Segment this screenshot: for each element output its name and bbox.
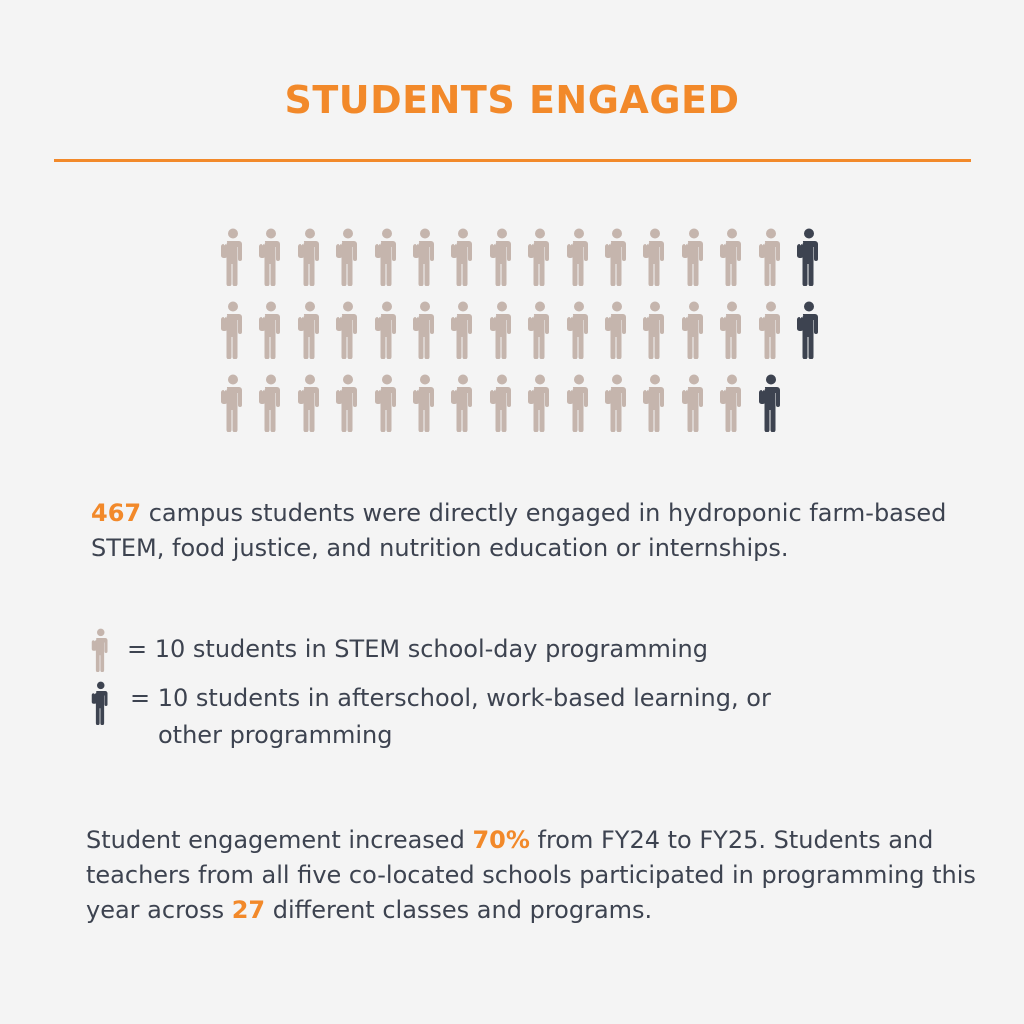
stem-student-icon bbox=[604, 374, 628, 432]
other-student-icon bbox=[796, 228, 820, 286]
stem-student-icon bbox=[758, 301, 782, 359]
stem-student-icon bbox=[489, 374, 513, 432]
stem-student-icon bbox=[642, 301, 666, 359]
stem-student-icon bbox=[681, 301, 705, 359]
stem-student-icon bbox=[566, 228, 590, 286]
stem-student-icon bbox=[412, 228, 436, 286]
stem-student-icon bbox=[258, 228, 282, 286]
stem-student-icon bbox=[681, 374, 705, 432]
stem-student-icon bbox=[566, 301, 590, 359]
summary-text bbox=[91, 496, 971, 566]
stem-student-icon bbox=[604, 301, 628, 359]
stem-student-icon bbox=[450, 301, 474, 359]
summary-count: 467 bbox=[91, 499, 142, 527]
stem-student-icon bbox=[220, 301, 244, 359]
summary-body: campus students were directly engaged in hydroponic farm-based STEM, food justice, and nutrition education or internships. bbox=[91, 499, 947, 562]
stem-student-icon bbox=[719, 228, 743, 286]
stem-student-icon bbox=[450, 228, 474, 286]
stem-student-icon bbox=[642, 228, 666, 286]
stem-student-icon bbox=[91, 628, 109, 672]
stem-student-icon bbox=[412, 301, 436, 359]
other-student-icon bbox=[758, 374, 782, 432]
closing-part1: Student engagement increased bbox=[86, 826, 473, 854]
stem-student-icon bbox=[297, 301, 321, 359]
stem-student-icon bbox=[450, 374, 474, 432]
student-pictogram bbox=[220, 228, 840, 438]
stem-student-icon bbox=[374, 301, 398, 359]
stem-student-icon bbox=[489, 228, 513, 286]
stem-student-icon bbox=[719, 301, 743, 359]
title-divider bbox=[54, 159, 971, 162]
other-student-icon bbox=[91, 681, 109, 725]
stem-student-icon bbox=[566, 374, 590, 432]
stem-student-icon bbox=[527, 301, 551, 359]
stem-student-icon bbox=[335, 301, 359, 359]
class-count: 27 bbox=[231, 896, 266, 924]
closing-text bbox=[86, 823, 986, 928]
stem-student-icon bbox=[758, 228, 782, 286]
stem-student-icon bbox=[719, 374, 743, 432]
stem-student-icon bbox=[374, 228, 398, 286]
stem-student-icon bbox=[297, 228, 321, 286]
stem-student-icon bbox=[642, 374, 666, 432]
legend-other-label-line1: = 10 students in afterschool, work-based learning, or bbox=[130, 684, 771, 712]
legend-stem-label: = 10 students in STEM school-day programming bbox=[127, 635, 709, 663]
stem-student-icon bbox=[681, 228, 705, 286]
stem-student-icon bbox=[412, 374, 436, 432]
legend-other-label-line2: other programming bbox=[158, 721, 393, 749]
engagement-increase: 70% bbox=[472, 826, 530, 854]
stem-student-icon bbox=[335, 228, 359, 286]
stem-student-icon bbox=[297, 374, 321, 432]
stem-student-icon bbox=[258, 301, 282, 359]
stem-student-icon bbox=[489, 301, 513, 359]
stem-student-icon bbox=[527, 374, 551, 432]
stem-student-icon bbox=[335, 374, 359, 432]
stem-student-icon bbox=[527, 228, 551, 286]
page-title: STUDENTS ENGAGED bbox=[284, 78, 740, 122]
stem-student-icon bbox=[604, 228, 628, 286]
other-student-icon bbox=[796, 301, 820, 359]
closing-part3: different classes and programs. bbox=[265, 896, 653, 924]
closing-part2: from FY24 to FY25. Students and teachers from all five co-located schools participated in programming this year across bbox=[86, 826, 976, 924]
stem-student-icon bbox=[374, 374, 398, 432]
stem-student-icon bbox=[220, 228, 244, 286]
stem-student-icon bbox=[258, 374, 282, 432]
stem-student-icon bbox=[220, 374, 244, 432]
